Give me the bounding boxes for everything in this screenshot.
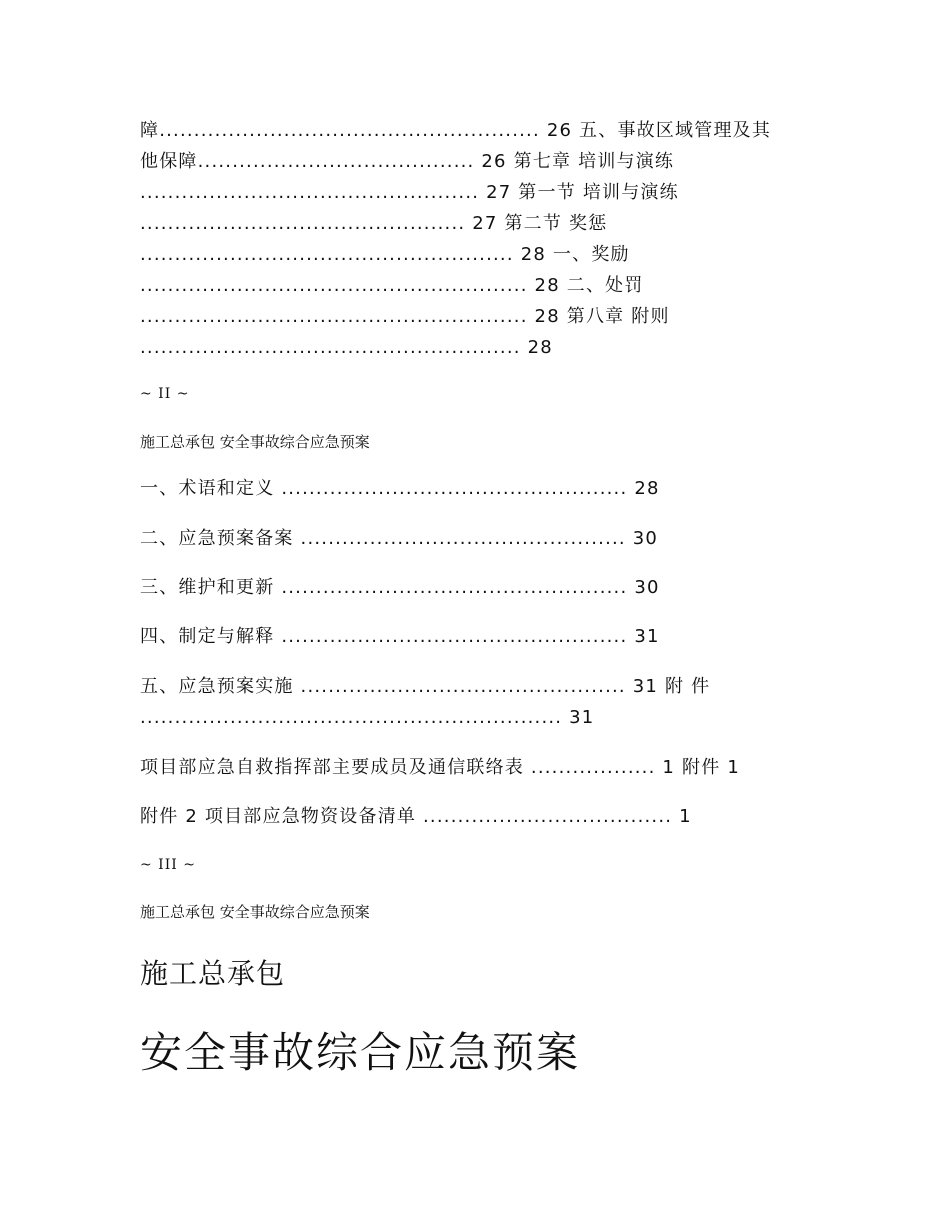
toc-line[interactable]: 附件 2 项目部应急物资设备清单 .................................... 1 [140,806,692,827]
toc-line[interactable]: 一、术语和定义 .................................................. 28 [140,478,660,499]
toc-line[interactable]: ........................................................ 28 二、处罚 [140,275,644,296]
running-header: 施工总承包 安全事故综合应急预案 [140,903,370,921]
toc-line[interactable]: 三、维护和更新 .................................................. 30 [140,577,660,598]
cover-title: 安全事故综合应急预案 [140,1028,581,1077]
running-header: 施工总承包 安全事故综合应急预案 [140,433,370,451]
toc-line[interactable]: ........................................................ 28 第八章 附则 [140,306,670,327]
toc-line[interactable]: 四、制定与解释 .................................................. 31 [140,626,660,647]
toc-line[interactable]: ................................................. 27 第一节 培训与演练 [140,182,679,203]
toc-line[interactable]: 他保障........................................ 26 第七章 培训与演练 [140,151,675,172]
toc-line[interactable]: ............................................................. 31 [140,707,595,728]
toc-line[interactable]: 五、应急预案实施 ............................................... 31 附 件 [140,676,711,697]
toc-line[interactable]: ...................................................... 28 一、奖励 [140,244,630,265]
page-number-marker: ~ II ~ [140,386,190,402]
cover-subtitle: 施工总承包 [140,957,286,990]
toc-line[interactable]: ............................................... 27 第二节 奖惩 [140,213,608,234]
page-number-marker: ~ III ~ [140,857,196,873]
toc-line[interactable]: 障....................................................... 26 五、事故区域管理及其 [140,120,772,141]
toc-line[interactable]: ....................................................... 28 [140,337,553,358]
toc-line[interactable]: 二、应急预案备案 ............................................... 30 [140,528,659,549]
toc-line[interactable]: 项目部应急自救指挥部主要成员及通信联络表 .................. 1 附件 1 [140,757,740,778]
